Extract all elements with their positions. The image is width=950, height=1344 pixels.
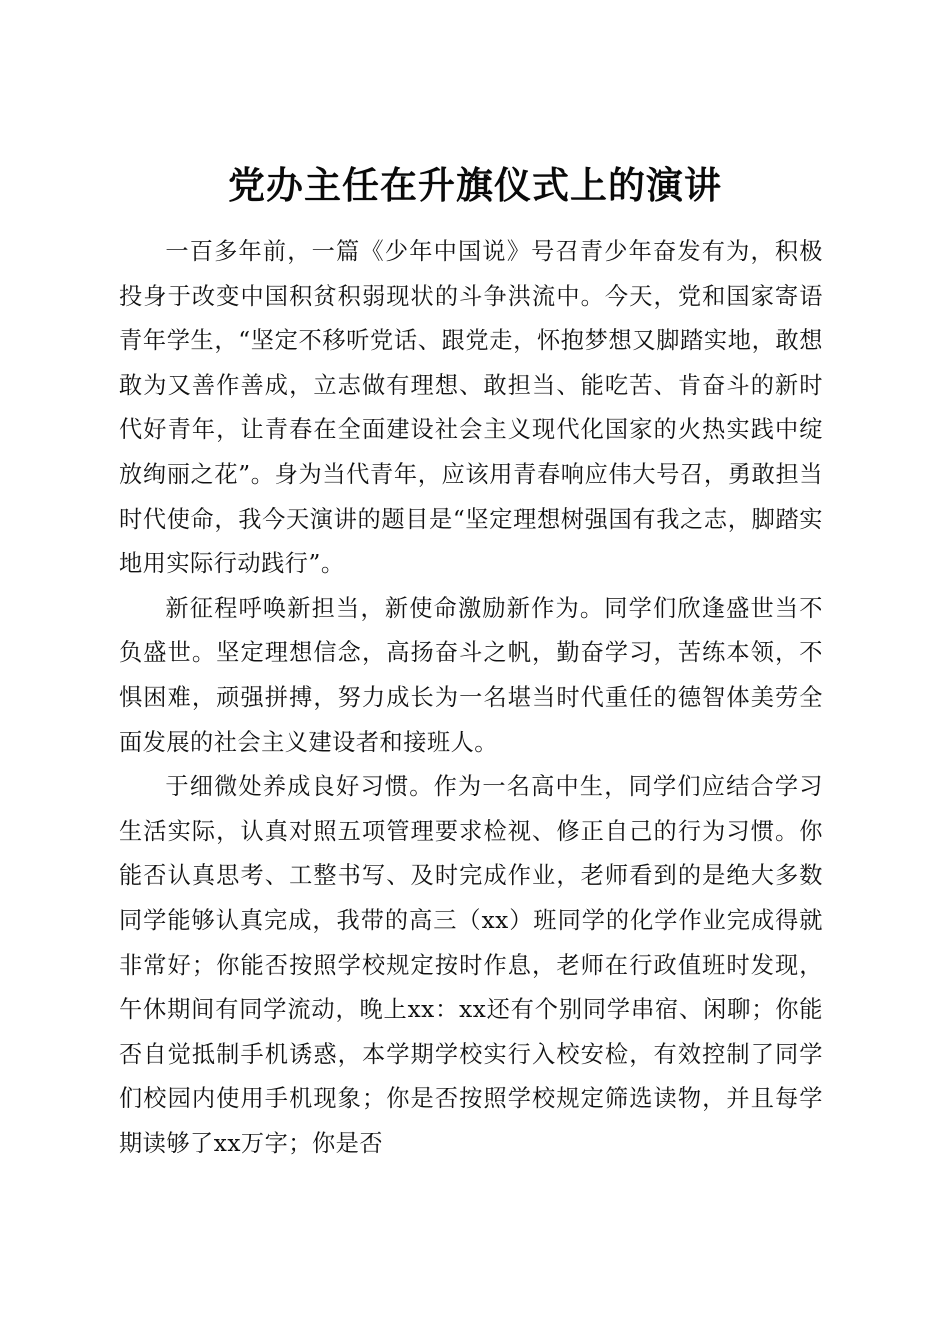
- document-body: [119, 230, 823, 1166]
- paragraph-1: 一百多年前，一篇《少年中国说》号召青少年奋发有为，积极投身于改变中国积贫积弱现状的斗争洪流中。今天，党和国家寄语青年学生，“坚定不移听党话、跟党走，怀抱梦想又脚踏实地，敢想敢为又善作善成，立志做有理想、敢担当、能吃苦、肯奋斗的新时代好青年，让青春在全面建设社会主义现代化国家的火热实践中绽放绚丽之花”。身为当代青年，应该用青春响应伟大号召，勇敢担当时代使命，我今天演讲的题目是“坚定理想树强国有我之志，脚踏实地用实际行动践行”。: [119, 238, 823, 578]
- document-title: 党办主任在升旗仪式上的演讲: [228, 162, 722, 207]
- paragraph-3: 于细微处养成良好习惯。作为一名高中生，同学们应结合学习生活实际，认真对照五项管理要求检视、修正自己的行为习惯。你能否认真思考、工整书写、及时完成作业，老师看到的是绝大多数同学能够认真完成，我带的高三（xx）班同学的化学作业完成得就非常好；你能否按照学校规定按时作息，老师在行政值班时发现，午休期间有同学流动，晚上xx：xx还有个别同学串宿、闲聊；你能否自觉抵制手机诱惑，本学期学校实行入校安检，有效控制了同学们校园内使用手机现象；你是否按照学校规定筛选读物，并且每学期读够了xx万字；你是否: [119, 773, 823, 1157]
- paragraph-2: 新征程呼唤新担当，新使命激励新作为。同学们欣逢盛世当不负盛世。坚定理想信念，高扬奋斗之帆，勤奋学习，苦练本领，不惧困难，顽强拼搏，努力成长为一名堪当时代重任的德智体美劳全面发展的社会主义建设者和接班人。: [119, 594, 823, 756]
